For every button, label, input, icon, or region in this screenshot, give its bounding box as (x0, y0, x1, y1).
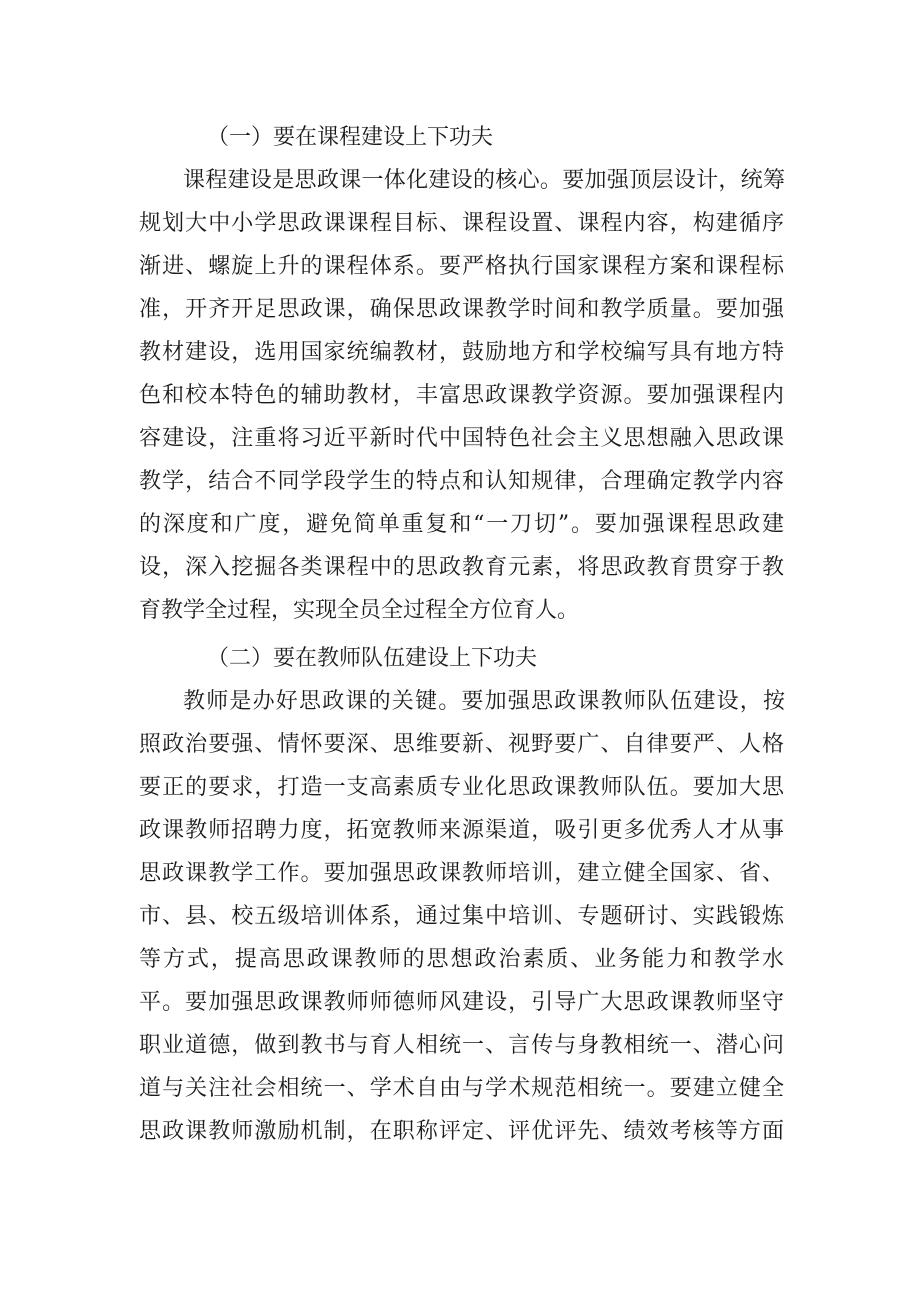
paragraph-line: 要正的要求，打造一支高素质专业化思政课教师队伍。要加大思 (139, 775, 784, 800)
paragraph-line: 市、县、校五级培训体系，通过集中培训、专题研讨、实践锻炼 (139, 904, 784, 929)
paragraph-line: 等方式，提高思政课教师的思想政治素质、业务能力和教学水 (139, 947, 784, 972)
paragraph-line: 设，深入挖掘各类课程中的思政教育元素，将思政教育贯穿于教 (139, 555, 784, 580)
paragraph-line: 渐进、螺旋上升的课程体系。要严格执行国家课程方案和课程标 (139, 254, 784, 279)
section-heading-1: （一）要在课程建设上下功夫 (207, 125, 494, 150)
paragraph-line: 准，开齐开足思政课，确保思政课教学时间和教学质量。要加强 (139, 297, 784, 322)
paragraph-line: 色和校本特色的辅助教材，丰富思政课教学资源。要加强课程内 (139, 383, 784, 408)
paragraph-line: 教学，结合不同学段学生的特点和认知规律，合理确定教学内容 (139, 469, 784, 494)
paragraph-line: 道与关注社会相统一、学术自由与学术规范相统一。要建立健全 (139, 1076, 784, 1101)
paragraph-line: 思政课教师激励机制，在职称评定、评优评先、绩效考核等方面 (139, 1119, 784, 1144)
paragraph-line: 规划大中小学思政课课程目标、课程设置、课程内容，构建循序 (139, 211, 784, 236)
paragraph-line: 的深度和广度，避免简单重复和“一刀切”。要加强课程思政建 (139, 512, 784, 537)
paragraph-line: 照政治要强、情怀要深、思维要新、视野要广、自律要严、人格 (139, 732, 784, 757)
paragraph-line: 平。要加强思政课教师师德师风建设，引导广大思政课教师坚守 (139, 990, 784, 1015)
paragraph-line: 教材建设，选用国家统编教材，鼓励地方和学校编写具有地方特 (139, 340, 784, 365)
paragraph-line: 思政课教学工作。要加强思政课教师培训，建立健全国家、省、 (139, 861, 784, 886)
paragraph-line: 育教学全过程，实现全员全过程全方位育人。 (139, 598, 580, 623)
paragraph-line: 课程建设是思政课一体化建设的核心。要加强顶层设计，统筹 (183, 168, 785, 193)
section-heading-2: （二）要在教师队伍建设上下功夫 (207, 646, 538, 671)
paragraph-line: 政课教师招聘力度，拓宽教师来源渠道，吸引更多优秀人才从事 (139, 818, 784, 843)
paragraph-line: 职业道德，做到教书与育人相统一、言传与身教相统一、潜心问 (139, 1033, 784, 1058)
paragraph-line: 教师是办好思政课的关键。要加强思政课教师队伍建设，按 (183, 689, 785, 714)
paragraph-line: 容建设，注重将习近平新时代中国特色社会主义思想融入思政课 (139, 426, 784, 451)
